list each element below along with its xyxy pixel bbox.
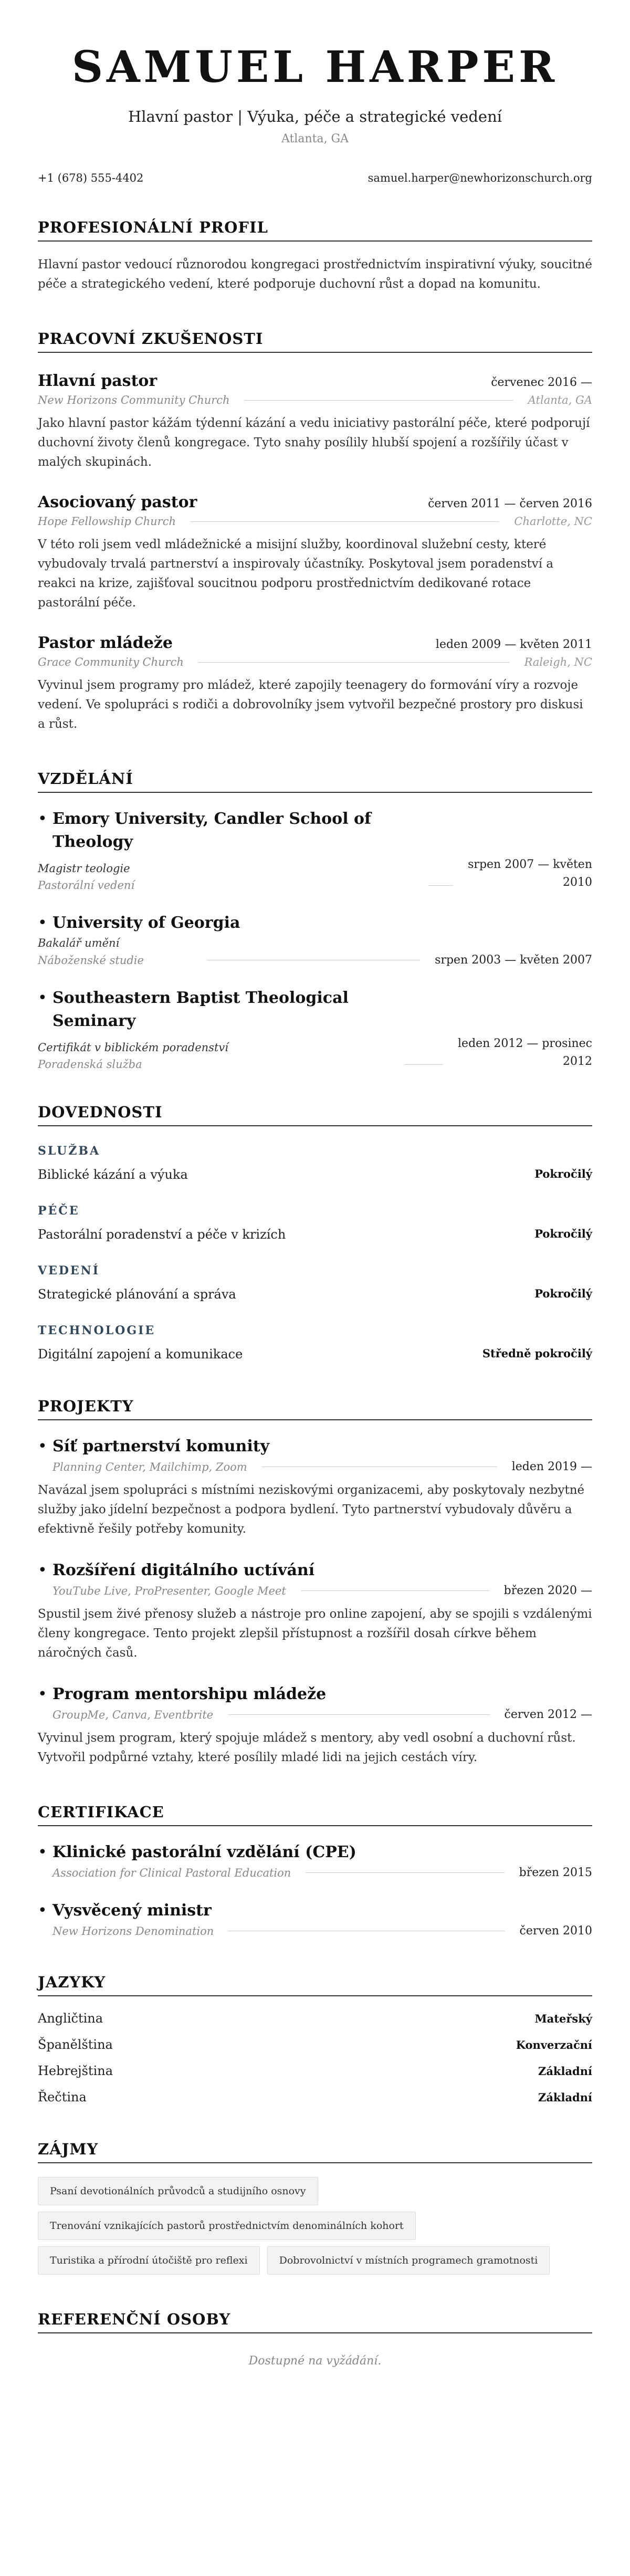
project-date: červen 2012 — [504,1708,592,1721]
education-date: srpen 2007 — květen 2010 [468,858,592,889]
certification-name: Vysvěcený ministr [52,1901,212,1920]
skill-group [38,1263,592,1302]
skill-name: Biblické kázání a výuka [38,1167,188,1182]
skill-name: Digitální zapojení a komunikace [38,1347,243,1362]
job-organization: Hope Fellowship Church [38,515,176,528]
divider-line [245,400,513,401]
project-entry [38,1435,592,1539]
skill-level: Pokročilý [534,1167,592,1180]
references-note: Dostupné na vyžádání. [248,2354,382,2368]
degree: Magistr teologie [38,862,130,875]
project-entry [38,1559,592,1663]
project-description: Navázal jsem spolupráci s místními neziskovými organizacemi, aby poskytovaly nezbytné služby jako jídelní bezpečnost a podpora bydlení. Tyto partnerství vybudovaly důvěru a efektivně řešily potřeby komunity. [38,1483,585,1536]
job-title: Pastor mládeže [38,634,173,652]
certification-date: březen 2015 [519,1866,592,1879]
certification-issuer: New Horizons Denomination [52,1924,214,1938]
job-description: Jako hlavní pastor kážám týdenní kázání a vedu iniciativy pastorální péče, které podporují duchovní životy členů kongregace. Tyto snahy posílily hlubší spojení a rozšířily účast v malých skupinách. [38,416,590,469]
degree: Certifikát v biblickém poradenství [38,1041,228,1054]
skills-section [38,1102,592,1362]
skill-level: Středně pokročilý [482,1347,592,1360]
language-name: Angličtina [38,2011,103,2026]
project-name: Rozšíření digitálního uctívání [52,1561,315,1579]
job-location: Charlotte, NC [514,515,592,528]
experience-section [38,329,592,734]
language-row [38,2011,592,2026]
language-row [38,2090,592,2104]
bullet-icon: • [38,914,47,932]
language-level: Základní [538,2065,592,2078]
interest-chip: Turistika a přírodní útočiště pro reflexi [38,2246,260,2275]
bullet-icon: • [38,1437,47,1455]
job-date: červenec 2016 — [491,376,592,389]
language-name: Španělština [38,2037,113,2052]
interest-chip: Trenování vznikajících pastorů prostřednictvím denominálních kohort [38,2212,416,2240]
job-title: Asociovaný pastor [38,493,197,511]
language-level: Základní [538,2091,592,2104]
job-entry [38,371,592,472]
job-description: V této roli jsem vedl mládežnické a misijní služby, koordinoval služební cesty, které vybudovaly trvalá partnerství a inspirovaly účastníky. Poskytoval jsem poradenství a reakci na krize, zajišťoval soucitnou podporu prostřednictvím dedikované rotace pastorální péče. [38,538,554,610]
field-of-study: Pastorální vedení [38,879,135,892]
project-description: Spustil jsem živé přenosy služeb a nástroje pro online zapojení, aby se spojili s vzdálenými členy kongregace. Tento projekt zlepšil přístupnost a rozšířil dosah církve během náročných časů. [38,1607,592,1660]
skill-category: VEDENÍ [38,1264,100,1277]
language-row [38,2064,592,2078]
project-name: Program mentorshipu mládeže [52,1685,327,1703]
bullet-icon: • [38,1901,47,1920]
bullet-icon: • [38,810,47,828]
education-entry [38,808,592,892]
phone-number: +1 (678) 555-4402 [38,172,144,184]
school-name: Southeastern Baptist Theological Seminary [52,989,349,1030]
languages-section [38,1972,592,2104]
field-of-study: Poradenská služba [38,1058,142,1071]
job-organization: Grace Community Church [38,656,184,668]
divider-line [405,1064,443,1065]
divider-line [191,521,499,522]
job-description: Vyvinul jsem programy pro mládež, které zapojily teenagery do formování víry a rozvoje vedení. Ve spolupráci s rodiči a dobrovolníky jsem vytvořil bezpečné prostory pro diskusi a růst. [38,678,583,731]
skill-name: Pastorální poradenství a péče v krizích [38,1227,286,1242]
section-title-projects: PROJEKTY [38,1396,592,1420]
section-title-skills: DOVEDNOSTI [38,1102,592,1126]
section-title-certifications: CERTIFIKACE [38,1802,592,1826]
divider-line [228,1714,489,1715]
bullet-icon: • [38,1561,47,1579]
section-title-education: VZDĚLÁNÍ [38,769,592,793]
project-date: březen 2020 — [503,1584,592,1597]
job-entry [38,633,592,734]
interest-chip: Psaní devotionálních průvodců a studijního osnovy [38,2177,318,2205]
project-date: leden 2019 — [511,1460,592,1473]
education-entry [38,987,592,1071]
skill-group [38,1143,592,1182]
skill-group [38,1323,592,1362]
project-name: Síť partnerství komunity [52,1437,270,1455]
job-title: Hlavní pastor [38,372,158,390]
interests-section [38,2139,592,2281]
project-entry [38,1683,592,1767]
interest-chip: Dobrovolnictví v místních programech gramotnosti [267,2246,550,2275]
field-of-study: Náboženské studie [38,954,144,967]
school-name: Emory University, Candler School of Theology [52,810,371,851]
certification-entry [38,1899,592,1938]
job-date: červen 2011 — červen 2016 [428,497,592,510]
language-level: Konverzační [516,2038,592,2051]
degree: Bakalář umění [38,937,120,949]
bullet-icon: • [38,1843,47,1861]
project-tools: Planning Center, Mailchimp, Zoom [52,1460,247,1473]
divider-line [198,662,510,663]
skill-level: Pokročilý [534,1287,592,1300]
resume-header [38,0,592,147]
divider-line [301,1590,489,1591]
job-location: Atlanta, GA [528,394,592,406]
skill-category: PÉČE [38,1204,80,1218]
email-address: samuel.harper@newhorizonschurch.org [368,172,592,184]
section-title-profile: PROFESIONÁLNÍ PROFIL [38,217,592,242]
divider-line [428,885,453,886]
education-entry [38,912,592,967]
job-entry [38,492,592,613]
bullet-icon: • [38,1685,47,1703]
section-title-languages: JAZYKY [38,1972,592,1996]
job-location: Raleigh, NC [524,656,592,668]
contact-row [38,170,592,186]
references-section [38,2309,592,2368]
divider-line [306,1872,504,1873]
education-date: srpen 2003 — květen 2007 [435,954,592,967]
candidate-location: Atlanta, GA [281,132,349,145]
certification-date: červen 2010 [519,1924,592,1938]
school-name: University of Georgia [52,914,240,932]
projects-section [38,1396,592,1767]
skill-level: Pokročilý [534,1227,592,1240]
section-title-interests: ZÁJMY [38,2139,592,2163]
bullet-icon: • [38,989,47,1007]
candidate-tagline: Hlavní pastor | Výuka, péče a strategické vedení [128,108,502,125]
language-row [38,2037,592,2052]
skill-name: Strategické plánování a správa [38,1287,236,1302]
language-level: Mateřský [534,2012,592,2025]
project-tools: YouTube Live, ProPresenter, Google Meet [52,1584,286,1597]
education-section [38,769,592,1071]
education-date: leden 2012 — prosinec 2012 [458,1037,592,1068]
job-organization: New Horizons Community Church [38,394,230,406]
certification-issuer: Association for Clinical Pastoral Education [52,1866,291,1879]
skill-group [38,1203,592,1242]
candidate-name: SAMUEL HARPER [71,42,559,92]
certification-entry [38,1841,592,1879]
interest-chips [38,2177,592,2281]
profile-text: Hlavní pastor vedoucí různorodou kongregaci prostřednictvím inspirativní výuky, soucitné péče a strategického vedení, které podporuje duchovní růst a dopad na komunitu. [38,258,592,291]
project-tools: GroupMe, Canva, Eventbrite [52,1708,214,1721]
skill-category: SLUŽBA [38,1144,101,1158]
profile-section [38,217,592,294]
section-title-references: REFERENČNÍ OSOBY [38,2309,592,2333]
job-date: leden 2009 — květen 2011 [435,638,592,651]
project-description: Vyvinul jsem program, který spojuje mládež s mentory, aby vedl osobní a duchovní růst. Vytvořil podpůrné vztahy, které posílily mladé lidi na jejich cestách víry. [38,1731,576,1764]
section-title-experience: PRACOVNÍ ZKUŠENOSTI [38,329,592,353]
language-name: Hebrejština [38,2064,113,2078]
certification-name: Klinické pastorální vzdělání (CPE) [52,1843,356,1861]
certifications-section [38,1802,592,1938]
language-name: Řečtina [38,2090,87,2104]
skill-category: TECHNOLOGIE [38,1324,156,1337]
